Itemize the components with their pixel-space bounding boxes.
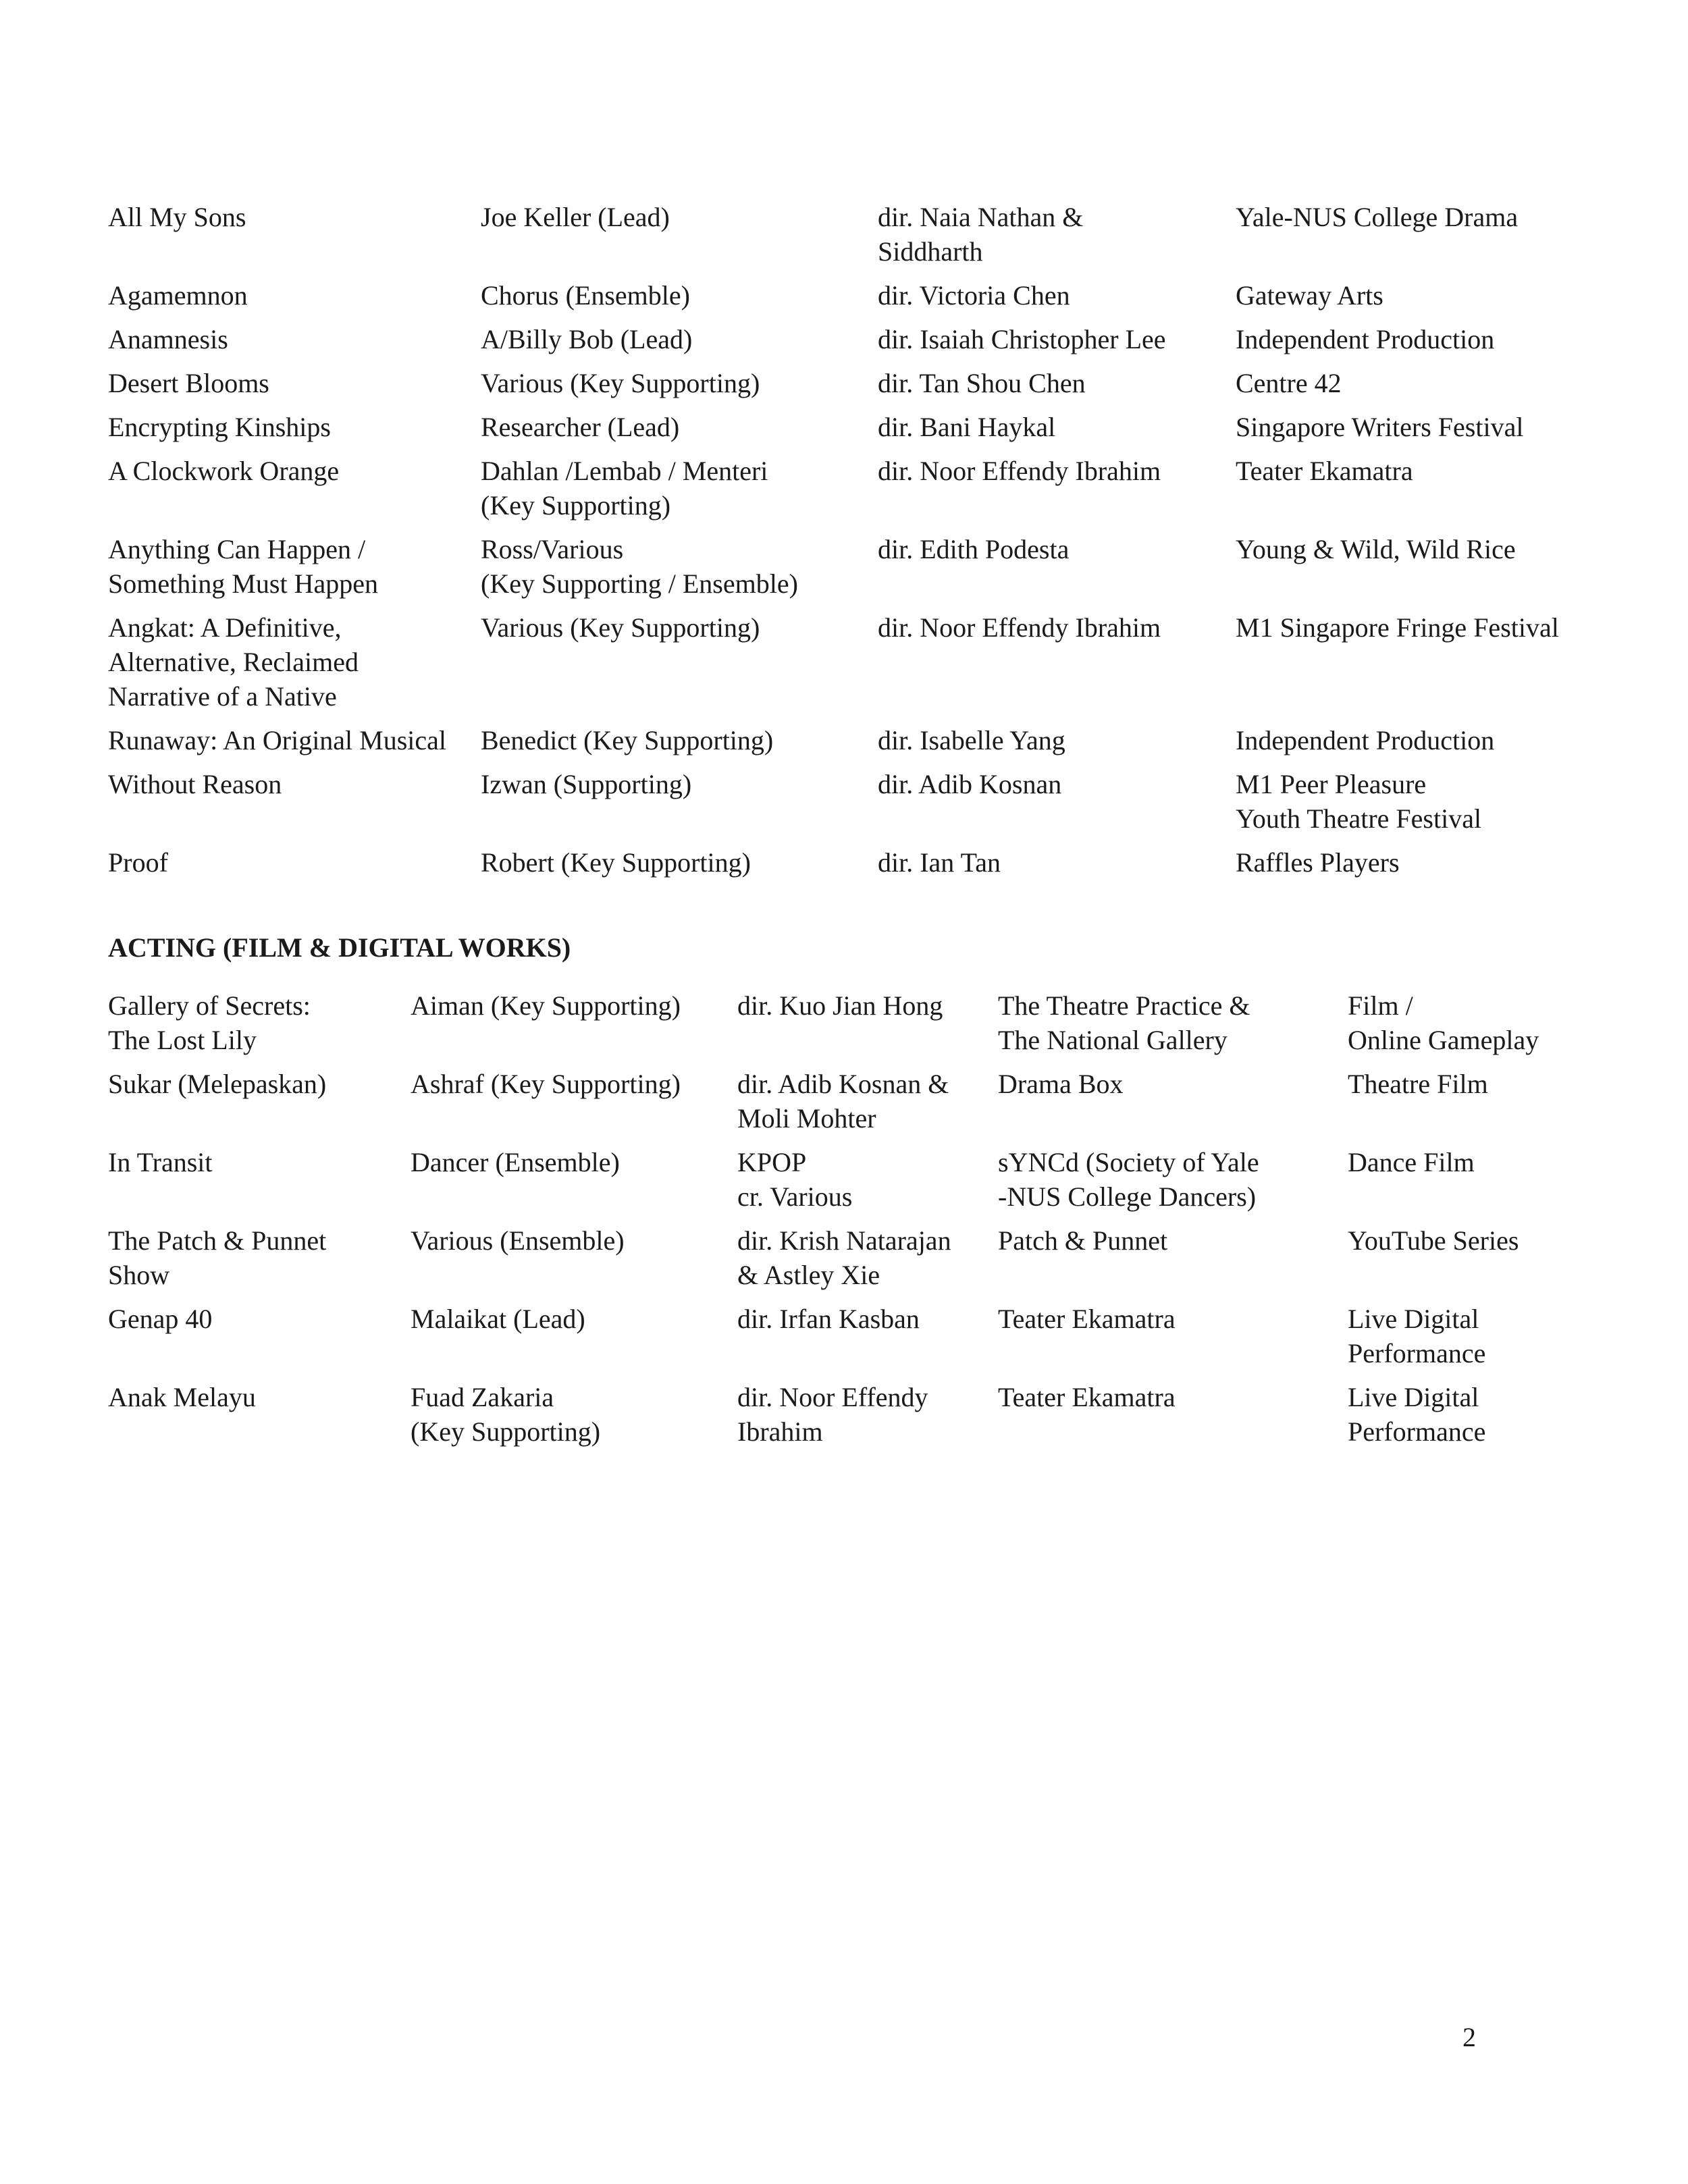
film-title-cell (108, 988, 411, 1067)
theatre-company-cell (1236, 610, 1593, 723)
theatre-title-cell (108, 410, 481, 454)
film-role-text: Aiman (Key Supporting) (411, 990, 681, 1021)
theatre-role-cell (481, 278, 878, 322)
theatre-company-text: Independent Production (1236, 725, 1495, 755)
theatre-role-cell (481, 322, 878, 366)
film-format-cell (1348, 1067, 1593, 1145)
theatre-company-cell (1236, 410, 1593, 454)
film-title-text: Gallery of Secrets: (108, 990, 311, 1021)
theatre-director-text: dir. Isaiah Christopher Lee (878, 324, 1166, 354)
theatre-director-cell (878, 845, 1236, 889)
film-company-cell (998, 1145, 1348, 1223)
theatre-row (108, 723, 1593, 767)
film-row (108, 1145, 1593, 1223)
film-row (108, 1067, 1593, 1145)
theatre-row (108, 278, 1593, 322)
film-director-cell (737, 1067, 998, 1145)
theatre-role-cell (481, 532, 878, 610)
theatre-director-text: dir. Naia Nathan & (878, 202, 1084, 232)
theatre-title-text: Without Reason (108, 769, 282, 799)
theatre-director-text: dir. Victoria Chen (878, 280, 1070, 311)
theatre-title-cell (108, 366, 481, 410)
film-row (108, 1223, 1593, 1302)
theatre-role-text: Researcher (Lead) (481, 412, 680, 442)
film-role-cell (411, 1145, 737, 1223)
theatre-company-text: Gateway Arts (1236, 280, 1383, 311)
theatre-role-text: Chorus (Ensemble) (481, 280, 690, 311)
theatre-director-cell (878, 200, 1236, 278)
theatre-title-text: Anything Can Happen / (108, 534, 366, 564)
film-section-heading: ACTING (FILM & DIGITAL WORKS) (108, 932, 571, 963)
film-format-text: Live Digital (1348, 1304, 1479, 1334)
film-format-text: Live Digital (1348, 1382, 1479, 1412)
theatre-director-text: dir. Noor Effendy Ibrahim (878, 456, 1161, 486)
film-row (108, 1380, 1593, 1458)
theatre-company-text: Centre 42 (1236, 368, 1342, 398)
theatre-title-text: Something Must Happen (108, 568, 378, 599)
film-role-cell (411, 1302, 737, 1380)
theatre-company-text: Yale-NUS College Drama (1236, 202, 1519, 232)
film-title-cell (108, 1145, 411, 1223)
theatre-role-text: (Key Supporting) (481, 490, 671, 521)
theatre-title-cell (108, 610, 481, 723)
theatre-director-text: dir. Noor Effendy Ibrahim (878, 612, 1161, 643)
film-company-text: Drama Box (998, 1069, 1124, 1099)
theatre-title-cell (108, 454, 481, 532)
theatre-title-cell (108, 767, 481, 845)
theatre-row (108, 366, 1593, 410)
film-role-cell (411, 1380, 737, 1458)
theatre-credits-body (108, 200, 1593, 889)
film-company-text: The Theatre Practice & (998, 990, 1250, 1021)
theatre-director-cell (878, 767, 1236, 845)
film-format-text: Film / (1348, 990, 1413, 1021)
film-title-text: The Patch & Punnet (108, 1225, 327, 1256)
film-format-cell (1348, 1380, 1593, 1458)
theatre-role-cell (481, 610, 878, 723)
film-role-text: Dancer (Ensemble) (411, 1147, 620, 1177)
film-director-text: cr. Various (737, 1181, 853, 1212)
theatre-role-cell (481, 767, 878, 845)
film-title-cell (108, 1302, 411, 1380)
theatre-role-text: Robert (Key Supporting) (481, 847, 751, 878)
film-title-text: The Lost Lily (108, 1025, 257, 1055)
film-role-text: Ashraf (Key Supporting) (411, 1069, 681, 1099)
theatre-director-cell (878, 454, 1236, 532)
theatre-director-cell (878, 723, 1236, 767)
film-format-text: Dance Film (1348, 1147, 1475, 1177)
theatre-role-text: (Key Supporting / Ensemble) (481, 568, 798, 599)
theatre-row (108, 767, 1593, 845)
theatre-title-cell (108, 322, 481, 366)
theatre-title-text: A Clockwork Orange (108, 456, 340, 486)
film-title-text: In Transit (108, 1147, 213, 1177)
film-director-text: dir. Kuo Jian Hong (737, 990, 943, 1021)
theatre-role-text: Ross/Various (481, 534, 624, 564)
theatre-company-text: Raffles Players (1236, 847, 1400, 878)
theatre-company-cell (1236, 322, 1593, 366)
theatre-company-cell (1236, 723, 1593, 767)
film-company-cell (998, 1223, 1348, 1302)
theatre-row (108, 610, 1593, 723)
film-format-text: YouTube Series (1348, 1225, 1519, 1256)
theatre-director-cell (878, 410, 1236, 454)
theatre-role-cell (481, 723, 878, 767)
film-format-cell (1348, 1145, 1593, 1223)
theatre-company-text: Teater Ekamatra (1236, 456, 1413, 486)
theatre-company-cell (1236, 767, 1593, 845)
theatre-director-cell (878, 278, 1236, 322)
theatre-title-text: Narrative of a Native (108, 681, 337, 712)
film-company-text: The National Gallery (998, 1025, 1228, 1055)
theatre-title-text: Angkat: A Definitive, (108, 612, 342, 643)
film-company-text: Teater Ekamatra (998, 1304, 1176, 1334)
theatre-role-text: Benedict (Key Supporting) (481, 725, 774, 755)
theatre-company-cell (1236, 532, 1593, 610)
theatre-director-cell (878, 532, 1236, 610)
theatre-role-text: Izwan (Supporting) (481, 769, 692, 799)
film-director-cell (737, 1145, 998, 1223)
theatre-director-cell (878, 366, 1236, 410)
film-company-cell (998, 1302, 1348, 1380)
theatre-role-cell (481, 366, 878, 410)
theatre-title-cell (108, 532, 481, 610)
theatre-title-text: Desert Blooms (108, 368, 269, 398)
theatre-row (108, 322, 1593, 366)
theatre-director-text: Siddharth (878, 236, 983, 267)
film-company-text: sYNCd (Society of Yale (998, 1147, 1259, 1177)
theatre-director-text: dir. Ian Tan (878, 847, 1001, 878)
theatre-director-text: dir. Isabelle Yang (878, 725, 1065, 755)
film-format-cell (1348, 988, 1593, 1067)
film-title-text: Show (108, 1260, 170, 1290)
theatre-row (108, 532, 1593, 610)
page-number: 2 (1462, 2022, 1476, 2052)
theatre-company-cell (1236, 366, 1593, 410)
film-role-text: (Key Supporting) (411, 1416, 601, 1447)
theatre-title-text: Agamemnon (108, 280, 248, 311)
film-format-text: Performance (1348, 1416, 1486, 1447)
film-role-cell (411, 1067, 737, 1145)
film-director-text: Moli Mohter (737, 1103, 876, 1134)
film-director-text: dir. Irfan Kasban (737, 1304, 920, 1334)
film-title-text: Genap 40 (108, 1304, 213, 1334)
film-title-text: Sukar (Melepaskan) (108, 1069, 327, 1099)
film-director-text: Ibrahim (737, 1416, 823, 1447)
theatre-title-text: Proof (108, 847, 168, 878)
theatre-row (108, 454, 1593, 532)
theatre-director-cell (878, 610, 1236, 723)
theatre-director-text: dir. Adib Kosnan (878, 769, 1062, 799)
film-director-text: dir. Noor Effendy (737, 1382, 928, 1412)
film-role-text: Malaikat (Lead) (411, 1304, 585, 1334)
theatre-company-text: Youth Theatre Festival (1236, 803, 1482, 834)
theatre-role-text: A/Billy Bob (Lead) (481, 324, 693, 354)
theatre-role-cell (481, 410, 878, 454)
film-title-cell (108, 1223, 411, 1302)
theatre-director-text: dir. Edith Podesta (878, 534, 1070, 564)
theatre-role-text: Various (Key Supporting) (481, 368, 760, 398)
film-company-cell (998, 1067, 1348, 1145)
theatre-director-cell (878, 322, 1236, 366)
theatre-role-text: Dahlan /Lembab / Menteri (481, 456, 768, 486)
film-director-cell (737, 1302, 998, 1380)
theatre-title-cell (108, 278, 481, 322)
theatre-role-cell (481, 454, 878, 532)
theatre-row (108, 845, 1593, 889)
film-title-text: Anak Melayu (108, 1382, 256, 1412)
film-director-cell (737, 1223, 998, 1302)
film-role-cell (411, 988, 737, 1067)
film-credits-table (108, 988, 1593, 1458)
film-row (108, 988, 1593, 1067)
theatre-title-text: Alternative, Reclaimed (108, 647, 359, 677)
film-company-text: Patch & Punnet (998, 1225, 1168, 1256)
theatre-role-text: Various (Key Supporting) (481, 612, 760, 643)
film-role-cell (411, 1223, 737, 1302)
film-company-cell (998, 1380, 1348, 1458)
theatre-company-cell (1236, 454, 1593, 532)
film-title-cell (108, 1067, 411, 1145)
theatre-title-cell (108, 200, 481, 278)
theatre-title-text: Encrypting Kinships (108, 412, 331, 442)
film-credits-body (108, 988, 1593, 1458)
film-role-text: Various (Ensemble) (411, 1225, 625, 1256)
theatre-role-text: Joe Keller (Lead) (481, 202, 670, 232)
theatre-title-text: All My Sons (108, 202, 246, 232)
theatre-company-text: M1 Singapore Fringe Festival (1236, 612, 1559, 643)
film-format-cell (1348, 1302, 1593, 1380)
theatre-row (108, 200, 1593, 278)
theatre-company-cell (1236, 200, 1593, 278)
theatre-director-text: dir. Bani Haykal (878, 412, 1056, 442)
film-format-cell (1348, 1223, 1593, 1302)
theatre-company-text: Singapore Writers Festival (1236, 412, 1524, 442)
theatre-company-text: M1 Peer Pleasure (1236, 769, 1427, 799)
theatre-credits-table (108, 200, 1593, 889)
film-director-text: & Astley Xie (737, 1260, 880, 1290)
theatre-company-text: Independent Production (1236, 324, 1495, 354)
film-format-text: Performance (1348, 1338, 1486, 1368)
film-row (108, 1302, 1593, 1380)
theatre-title-cell (108, 723, 481, 767)
film-title-cell (108, 1380, 411, 1458)
film-company-cell (998, 988, 1348, 1067)
theatre-title-text: Anamnesis (108, 324, 228, 354)
film-role-text: Fuad Zakaria (411, 1382, 554, 1412)
theatre-role-cell (481, 845, 878, 889)
film-director-text: KPOP (737, 1147, 807, 1177)
film-director-cell (737, 988, 998, 1067)
film-director-text: dir. Krish Natarajan (737, 1225, 951, 1256)
film-company-text: Teater Ekamatra (998, 1382, 1176, 1412)
theatre-company-cell (1236, 845, 1593, 889)
theatre-director-text: dir. Tan Shou Chen (878, 368, 1086, 398)
theatre-row (108, 410, 1593, 454)
film-director-text: dir. Adib Kosnan & (737, 1069, 949, 1099)
theatre-role-cell (481, 200, 878, 278)
film-director-cell (737, 1380, 998, 1458)
theatre-title-text: Runaway: An Original Musical (108, 725, 447, 755)
theatre-company-text: Young & Wild, Wild Rice (1236, 534, 1516, 564)
film-format-text: Theatre Film (1348, 1069, 1488, 1099)
film-company-text: -NUS College Dancers) (998, 1181, 1257, 1212)
film-format-text: Online Gameplay (1348, 1025, 1539, 1055)
theatre-title-cell (108, 845, 481, 889)
theatre-company-cell (1236, 278, 1593, 322)
